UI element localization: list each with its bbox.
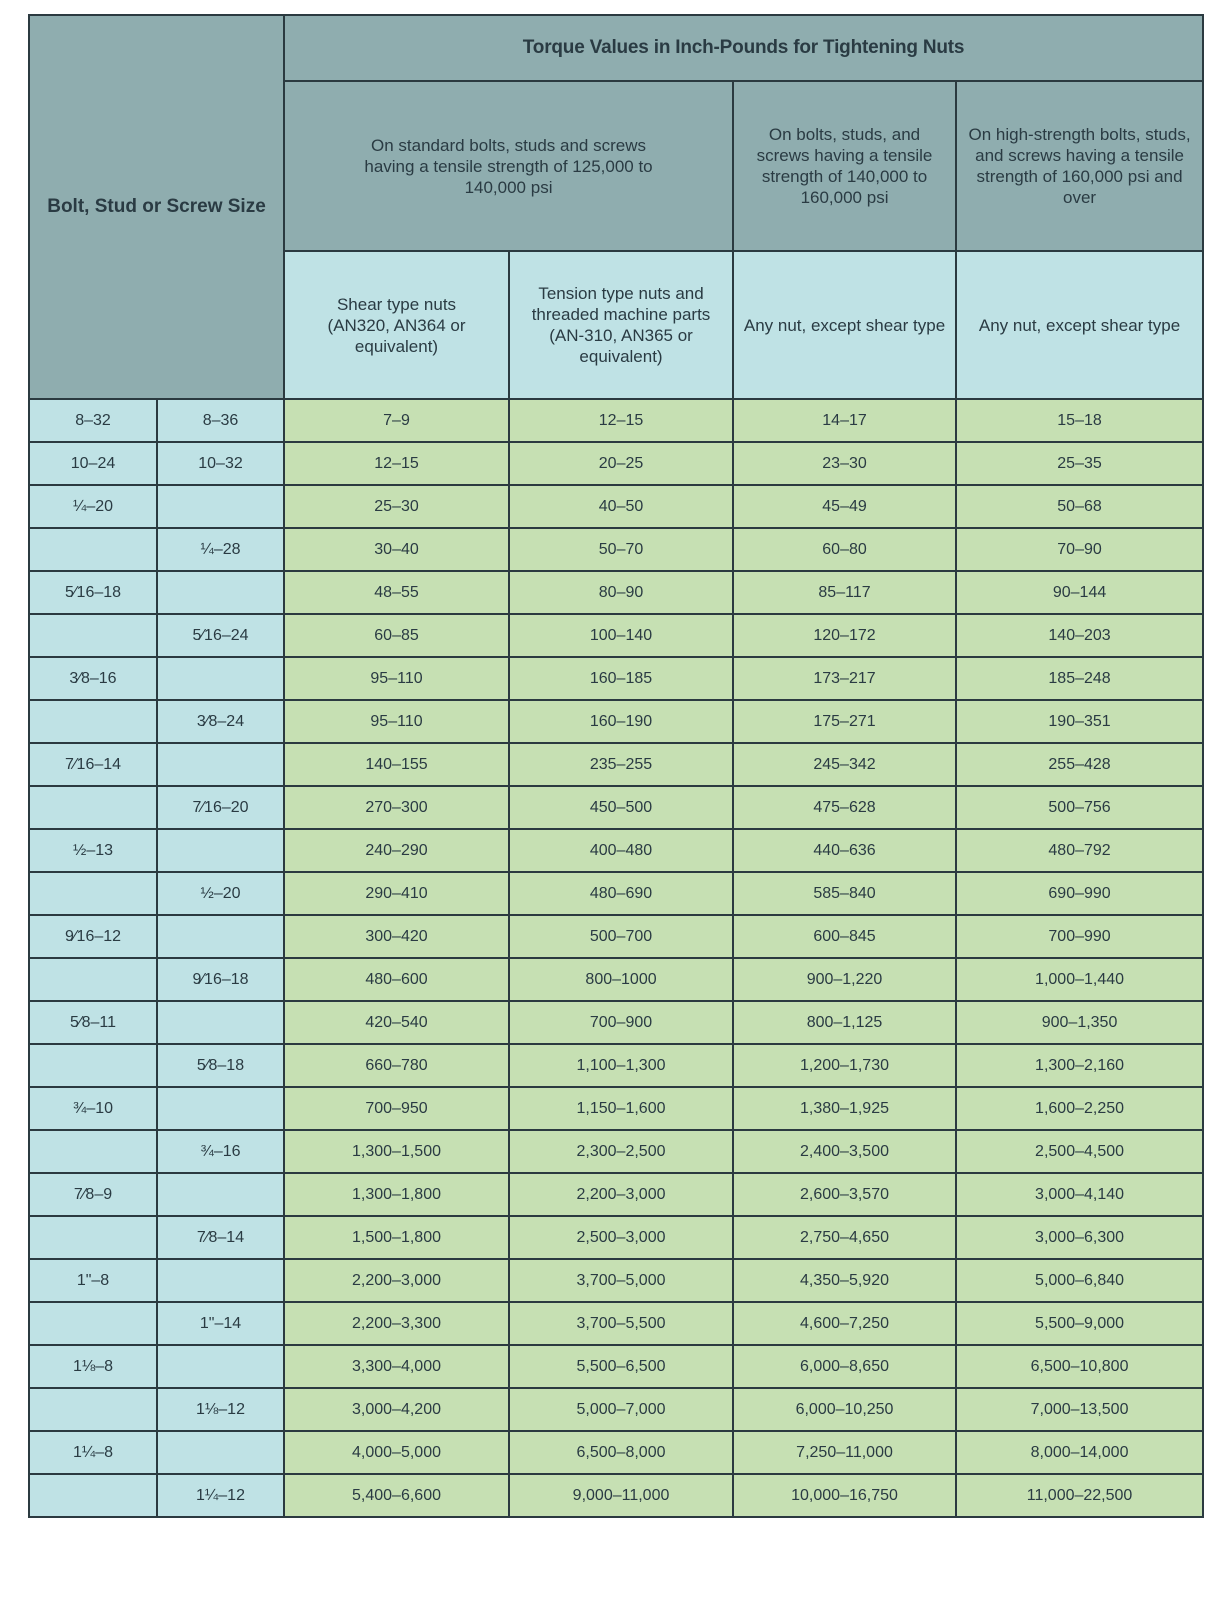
tension-torque-value: 2,200–3,000	[509, 1173, 733, 1216]
shear-torque-value: 25–30	[284, 485, 509, 528]
high-strength-torque-value: 3,000–6,300	[956, 1216, 1203, 1259]
high-strength-torque-value: 190–351	[956, 700, 1203, 743]
mid-strength-torque-value: 14–17	[733, 399, 956, 442]
tension-torque-value: 1,150–1,600	[509, 1087, 733, 1130]
shear-torque-value: 270–300	[284, 786, 509, 829]
table-row	[29, 614, 1203, 657]
coarse-thread-size: 10–24	[29, 442, 157, 485]
coarse-thread-size: 7⁄8–9	[29, 1173, 157, 1216]
shear-torque-value: 4,000–5,000	[284, 1431, 509, 1474]
high-strength-torque-value: 700–990	[956, 915, 1203, 958]
fine-thread-size: 9⁄16–18	[157, 958, 284, 1001]
high-strength-torque-value: 11,000–22,500	[956, 1474, 1203, 1517]
tension-torque-value: 50–70	[509, 528, 733, 571]
high-strength-torque-value: 1,300–2,160	[956, 1044, 1203, 1087]
tension-torque-value: 800–1000	[509, 958, 733, 1001]
fine-thread-size: 7⁄16–20	[157, 786, 284, 829]
mid-strength-torque-value: 2,400–3,500	[733, 1130, 956, 1173]
mid-strength-torque-value: 85–117	[733, 571, 956, 614]
mid-strength-torque-value: 1,200–1,730	[733, 1044, 956, 1087]
standard-strength-group-header: On standard bolts, studs and screws having a tensile strength of 125,000 to 140,000 psi	[284, 81, 733, 251]
high-strength-torque-value: 140–203	[956, 614, 1203, 657]
table-row	[29, 829, 1203, 872]
high-strength-torque-value: 25–35	[956, 442, 1203, 485]
shear-torque-value: 140–155	[284, 743, 509, 786]
tension-nuts-header: Tension type nuts and threaded machine parts (AN-310, AN365 or equivalent)	[509, 251, 733, 399]
table-row	[29, 1259, 1203, 1302]
shear-torque-value: 5,400–6,600	[284, 1474, 509, 1517]
coarse-thread-size: ½–13	[29, 829, 157, 872]
high-strength-group-header: On high-strength bolts, studs, and screws having a tensile strength of 160,000 psi and over	[956, 81, 1203, 251]
table-row	[29, 1474, 1203, 1517]
mid-strength-torque-value: 2,750–4,650	[733, 1216, 956, 1259]
fine-thread-size: ¼–28	[157, 528, 284, 571]
coarse-thread-size: 1"–8	[29, 1259, 157, 1302]
coarse-thread-size	[29, 1474, 157, 1517]
coarse-thread-size	[29, 1388, 157, 1431]
coarse-thread-size: 7⁄16–14	[29, 743, 157, 786]
tension-torque-value: 2,300–2,500	[509, 1130, 733, 1173]
table-row	[29, 958, 1203, 1001]
tension-torque-value: 12–15	[509, 399, 733, 442]
tension-torque-value: 3,700–5,500	[509, 1302, 733, 1345]
table-row	[29, 1388, 1203, 1431]
high-strength-torque-value: 5,000–6,840	[956, 1259, 1203, 1302]
shear-torque-value: 1,300–1,500	[284, 1130, 509, 1173]
mid-strength-group-header: On bolts, studs, and screws having a tensile strength of 140,000 to 160,000 psi	[733, 81, 956, 251]
tension-torque-value: 160–190	[509, 700, 733, 743]
tension-torque-value: 235–255	[509, 743, 733, 786]
high-strength-torque-value: 255–428	[956, 743, 1203, 786]
high-strength-torque-value: 1,000–1,440	[956, 958, 1203, 1001]
shear-torque-value: 95–110	[284, 657, 509, 700]
table-row	[29, 485, 1203, 528]
tension-torque-value: 9,000–11,000	[509, 1474, 733, 1517]
high-strength-torque-value: 15–18	[956, 399, 1203, 442]
mid-strength-torque-value: 23–30	[733, 442, 956, 485]
shear-torque-value: 700–950	[284, 1087, 509, 1130]
fine-thread-size: 10–32	[157, 442, 284, 485]
mid-strength-torque-value: 10,000–16,750	[733, 1474, 956, 1517]
shear-torque-value: 1,300–1,800	[284, 1173, 509, 1216]
mid-strength-torque-value: 45–49	[733, 485, 956, 528]
table-title: Torque Values in Inch-Pounds for Tightening Nuts	[284, 15, 1203, 81]
torque-table-body	[29, 399, 1203, 1517]
mid-strength-torque-value: 440–636	[733, 829, 956, 872]
coarse-thread-size: 1⅛–8	[29, 1345, 157, 1388]
high-strength-torque-value: 70–90	[956, 528, 1203, 571]
table-row	[29, 528, 1203, 571]
table-row	[29, 1302, 1203, 1345]
high-strength-torque-value: 50–68	[956, 485, 1203, 528]
mid-strength-torque-value: 4,600–7,250	[733, 1302, 956, 1345]
fine-thread-size: 5⁄16–24	[157, 614, 284, 657]
coarse-thread-size	[29, 1044, 157, 1087]
table-row	[29, 743, 1203, 786]
coarse-thread-size	[29, 614, 157, 657]
high-strength-torque-value: 900–1,350	[956, 1001, 1203, 1044]
coarse-thread-size	[29, 958, 157, 1001]
high-strength-torque-value: 5,500–9,000	[956, 1302, 1203, 1345]
fine-thread-size: 1¼–12	[157, 1474, 284, 1517]
any-nut-header-mid: Any nut, except shear type	[733, 251, 956, 399]
mid-strength-torque-value: 800–1,125	[733, 1001, 956, 1044]
high-strength-torque-value: 1,600–2,250	[956, 1087, 1203, 1130]
fine-thread-size	[157, 1259, 284, 1302]
table-row	[29, 1087, 1203, 1130]
fine-thread-size	[157, 829, 284, 872]
table-row	[29, 700, 1203, 743]
coarse-thread-size	[29, 1130, 157, 1173]
tension-torque-value: 1,100–1,300	[509, 1044, 733, 1087]
fine-thread-size: 1⅛–12	[157, 1388, 284, 1431]
fine-thread-size: 1"–14	[157, 1302, 284, 1345]
high-strength-torque-value: 2,500–4,500	[956, 1130, 1203, 1173]
fine-thread-size: ¾–16	[157, 1130, 284, 1173]
table-row	[29, 1345, 1203, 1388]
shear-torque-value: 95–110	[284, 700, 509, 743]
coarse-thread-size: ¾–10	[29, 1087, 157, 1130]
high-strength-torque-value: 3,000–4,140	[956, 1173, 1203, 1216]
mid-strength-torque-value: 175–271	[733, 700, 956, 743]
high-strength-torque-value: 480–792	[956, 829, 1203, 872]
high-strength-torque-value: 185–248	[956, 657, 1203, 700]
shear-torque-value: 7–9	[284, 399, 509, 442]
tension-torque-value: 20–25	[509, 442, 733, 485]
shear-torque-value: 2,200–3,000	[284, 1259, 509, 1302]
coarse-thread-size	[29, 1216, 157, 1259]
table-row	[29, 1130, 1203, 1173]
fine-thread-size	[157, 1087, 284, 1130]
fine-thread-size	[157, 485, 284, 528]
mid-strength-torque-value: 475–628	[733, 786, 956, 829]
coarse-thread-size	[29, 700, 157, 743]
tension-torque-value: 5,000–7,000	[509, 1388, 733, 1431]
fine-thread-size: 7⁄8–14	[157, 1216, 284, 1259]
fine-thread-size	[157, 657, 284, 700]
tension-torque-value: 450–500	[509, 786, 733, 829]
shear-torque-value: 48–55	[284, 571, 509, 614]
high-strength-torque-value: 8,000–14,000	[956, 1431, 1203, 1474]
table-row	[29, 442, 1203, 485]
fine-thread-size	[157, 1345, 284, 1388]
table-row	[29, 1173, 1203, 1216]
table-row	[29, 1431, 1203, 1474]
mid-strength-torque-value: 585–840	[733, 872, 956, 915]
shear-torque-value: 30–40	[284, 528, 509, 571]
table-row	[29, 1001, 1203, 1044]
shear-nuts-header: Shear type nuts (AN320, AN364 or equivalent)	[284, 251, 509, 399]
high-strength-torque-value: 7,000–13,500	[956, 1388, 1203, 1431]
shear-torque-value: 1,500–1,800	[284, 1216, 509, 1259]
shear-torque-value: 3,000–4,200	[284, 1388, 509, 1431]
tension-torque-value: 6,500–8,000	[509, 1431, 733, 1474]
table-row	[29, 571, 1203, 614]
high-strength-torque-value: 90–144	[956, 571, 1203, 614]
mid-strength-torque-value: 173–217	[733, 657, 956, 700]
mid-strength-torque-value: 120–172	[733, 614, 956, 657]
fine-thread-size	[157, 915, 284, 958]
tension-torque-value: 160–185	[509, 657, 733, 700]
table-row	[29, 872, 1203, 915]
shear-torque-value: 660–780	[284, 1044, 509, 1087]
mid-strength-torque-value: 2,600–3,570	[733, 1173, 956, 1216]
shear-torque-value: 240–290	[284, 829, 509, 872]
coarse-thread-size	[29, 786, 157, 829]
mid-strength-torque-value: 6,000–10,250	[733, 1388, 956, 1431]
tension-torque-value: 5,500–6,500	[509, 1345, 733, 1388]
fine-thread-size: 3⁄8–24	[157, 700, 284, 743]
mid-strength-torque-value: 6,000–8,650	[733, 1345, 956, 1388]
coarse-thread-size: 3⁄8–16	[29, 657, 157, 700]
mid-strength-torque-value: 600–845	[733, 915, 956, 958]
tension-torque-value: 3,700–5,000	[509, 1259, 733, 1302]
coarse-thread-size	[29, 1302, 157, 1345]
tension-torque-value: 80–90	[509, 571, 733, 614]
tension-torque-value: 400–480	[509, 829, 733, 872]
tension-torque-value: 40–50	[509, 485, 733, 528]
shear-torque-value: 3,300–4,000	[284, 1345, 509, 1388]
table-row	[29, 915, 1203, 958]
mid-strength-torque-value: 60–80	[733, 528, 956, 571]
coarse-thread-size	[29, 528, 157, 571]
coarse-thread-size: 1¼–8	[29, 1431, 157, 1474]
tension-torque-value: 500–700	[509, 915, 733, 958]
table-row	[29, 1044, 1203, 1087]
mid-strength-torque-value: 245–342	[733, 743, 956, 786]
fine-thread-size: 8–36	[157, 399, 284, 442]
table-row	[29, 786, 1203, 829]
mid-strength-torque-value: 900–1,220	[733, 958, 956, 1001]
torque-table-container	[28, 14, 1202, 1518]
shear-torque-value: 290–410	[284, 872, 509, 915]
high-strength-torque-value: 6,500–10,800	[956, 1345, 1203, 1388]
mid-strength-torque-value: 7,250–11,000	[733, 1431, 956, 1474]
fine-thread-size: 5⁄8–18	[157, 1044, 284, 1087]
fine-thread-size	[157, 1431, 284, 1474]
coarse-thread-size: 5⁄8–11	[29, 1001, 157, 1044]
table-row	[29, 1216, 1203, 1259]
fine-thread-size: ½–20	[157, 872, 284, 915]
shear-torque-value: 420–540	[284, 1001, 509, 1044]
torque-table	[28, 14, 1204, 1518]
bolt-size-header: Bolt, Stud or Screw Size	[29, 15, 284, 399]
fine-thread-size	[157, 1001, 284, 1044]
coarse-thread-size: 8–32	[29, 399, 157, 442]
tension-torque-value: 700–900	[509, 1001, 733, 1044]
high-strength-torque-value: 690–990	[956, 872, 1203, 915]
fine-thread-size	[157, 571, 284, 614]
shear-torque-value: 2,200–3,300	[284, 1302, 509, 1345]
shear-torque-value: 480–600	[284, 958, 509, 1001]
coarse-thread-size	[29, 872, 157, 915]
tension-torque-value: 480–690	[509, 872, 733, 915]
mid-strength-torque-value: 4,350–5,920	[733, 1259, 956, 1302]
table-row	[29, 399, 1203, 442]
any-nut-header-high: Any nut, except shear type	[956, 251, 1203, 399]
fine-thread-size	[157, 1173, 284, 1216]
mid-strength-torque-value: 1,380–1,925	[733, 1087, 956, 1130]
shear-torque-value: 60–85	[284, 614, 509, 657]
coarse-thread-size: ¼–20	[29, 485, 157, 528]
tension-torque-value: 2,500–3,000	[509, 1216, 733, 1259]
table-row	[29, 657, 1203, 700]
coarse-thread-size: 5⁄16–18	[29, 571, 157, 614]
coarse-thread-size: 9⁄16–12	[29, 915, 157, 958]
shear-torque-value: 300–420	[284, 915, 509, 958]
fine-thread-size	[157, 743, 284, 786]
tension-torque-value: 100–140	[509, 614, 733, 657]
high-strength-torque-value: 500–756	[956, 786, 1203, 829]
shear-torque-value: 12–15	[284, 442, 509, 485]
